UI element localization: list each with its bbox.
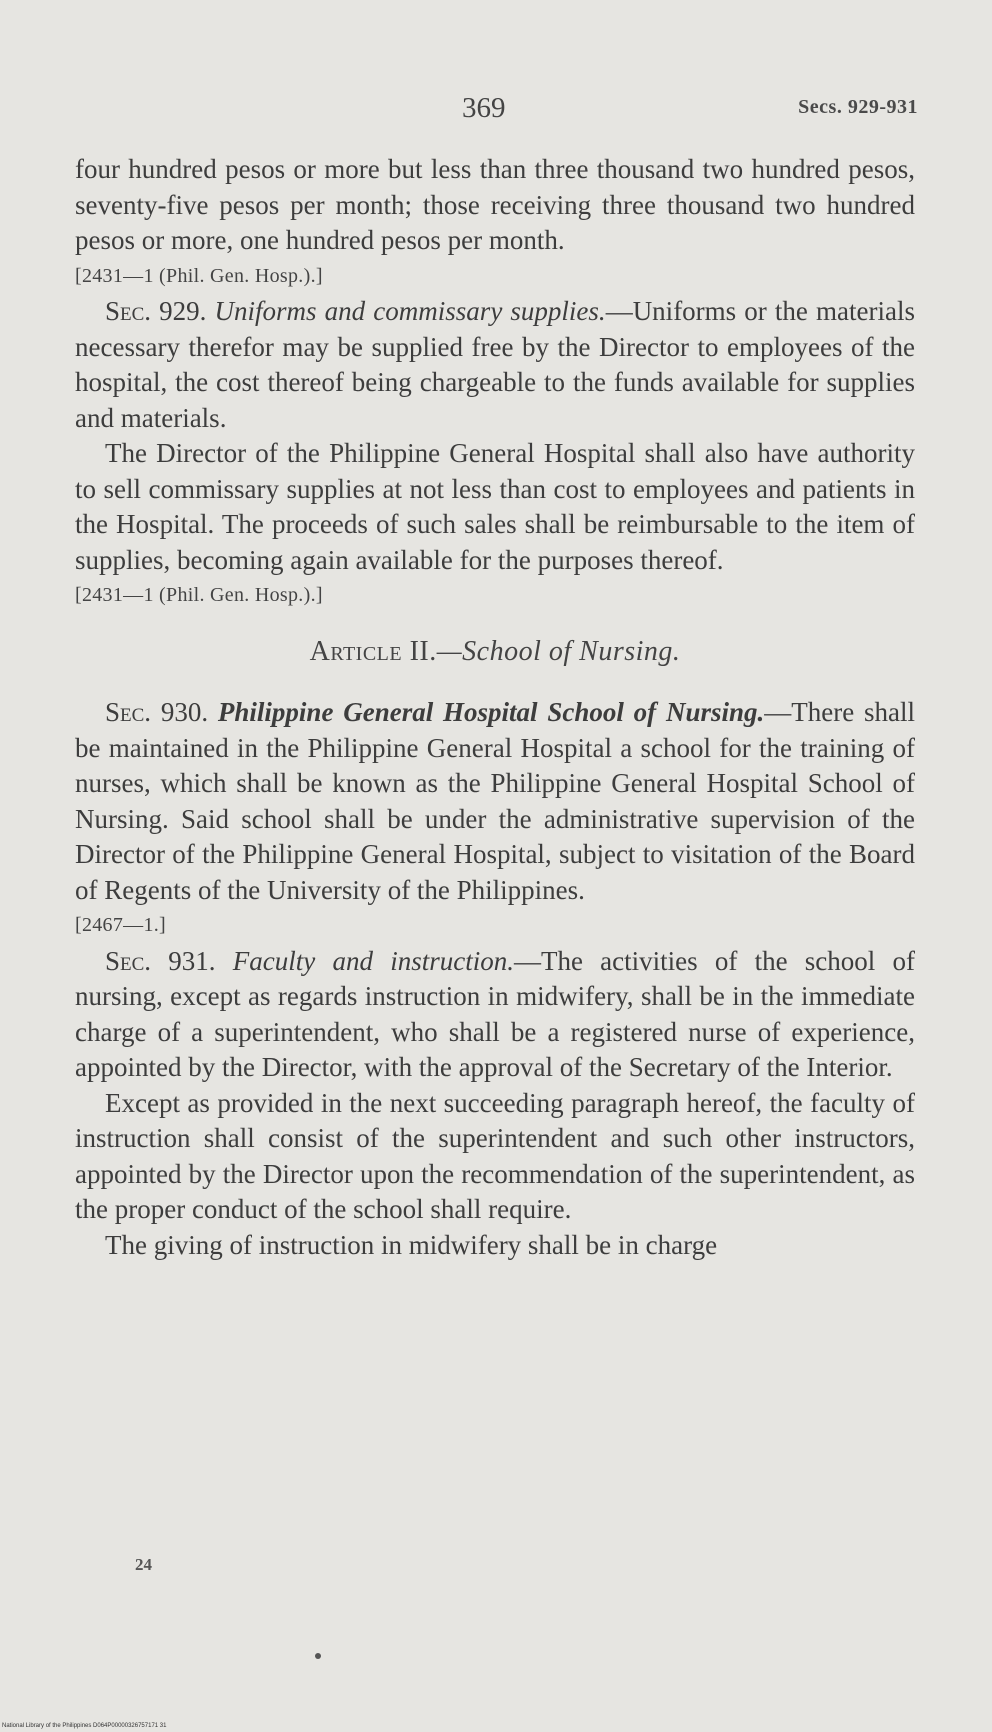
article-title: —School of Nursing. xyxy=(436,635,681,667)
section-title: Faculty and instruction. xyxy=(232,945,514,976)
section-text: —There shall be maintained in the Philippine General Hospital a school for the training of nurses, which shall be known as the Philippine General Hospital School of Nursing. Said school shall be under the administrative supervision of the Director of the Philippine General Hospital, subject to visitation of the Board of Regents of the University of the Philippines. xyxy=(75,697,916,905)
citation: [2467—1.] xyxy=(75,914,167,936)
ink-dot xyxy=(315,1653,321,1659)
section-range: Secs. 929-931 xyxy=(798,96,918,118)
section-title: Philippine General Hospital School of Nursing. xyxy=(217,697,765,727)
section-label: Sec. 931. xyxy=(105,945,216,976)
signature-mark: 24 xyxy=(135,1555,152,1574)
section-text: —Uniforms or the materials necessary therefor may be supplied free by the Director to employees of the hospital, the cost thereof being chargeable to the funds available for supplies and materials. xyxy=(75,296,915,433)
section-929 xyxy=(75,294,915,436)
scan-credit: National Library of the Philippines D064P00000326757171 31 xyxy=(2,1723,167,1729)
section-title: Uniforms and commissary supplies. xyxy=(214,296,606,326)
section-931 xyxy=(75,944,915,1086)
article-label: Article II. xyxy=(309,635,437,667)
paragraph: The Director of the Philippine General Hospital shall also have authority to sell commissary supplies at not less than cost to employees and patients in the Hospital. The proceeds of such sales shall be reimbursable to the item of supplies, becoming again available for the purposes thereof. xyxy=(75,438,915,575)
section-930 xyxy=(75,695,915,908)
section-text: —The activities of the school of nursing, except as regards instruction in midwifery, shall be in the immediate charge of a superintendent, who shall be a registered nurse of experience, appointed by the Director, with the approval of the Secretary of the Interior. xyxy=(75,945,916,1082)
citation: [2431—1 (Phil. Gen. Hosp.).] xyxy=(75,584,323,606)
page-number: 369 xyxy=(462,92,506,124)
paragraph: Except as provided in the next succeeding paragraph hereof, the faculty of instruction shall consist of the superintendent and such other instructors, appointed by the Director upon the recommendation of the superintendent, as the proper conduct of the school shall require. xyxy=(75,1087,915,1224)
citation: [2431—1 (Phil. Gen. Hosp.).] xyxy=(75,264,323,287)
page-header xyxy=(0,88,992,128)
paragraph-continuation: four hundred pesos or more but less than three thousand two hundred pesos, seventy-five pesos per month; those receiving three thousand two hundred pesos or more, one hundred pesos per month. xyxy=(75,154,915,255)
section-label: Sec. 930. xyxy=(105,697,209,727)
article-heading xyxy=(75,634,915,670)
paragraph: The giving of instruction in midwifery shall be in charge xyxy=(105,1229,718,1260)
section-label: Sec. 929. xyxy=(105,296,207,326)
body-text xyxy=(75,152,915,1263)
